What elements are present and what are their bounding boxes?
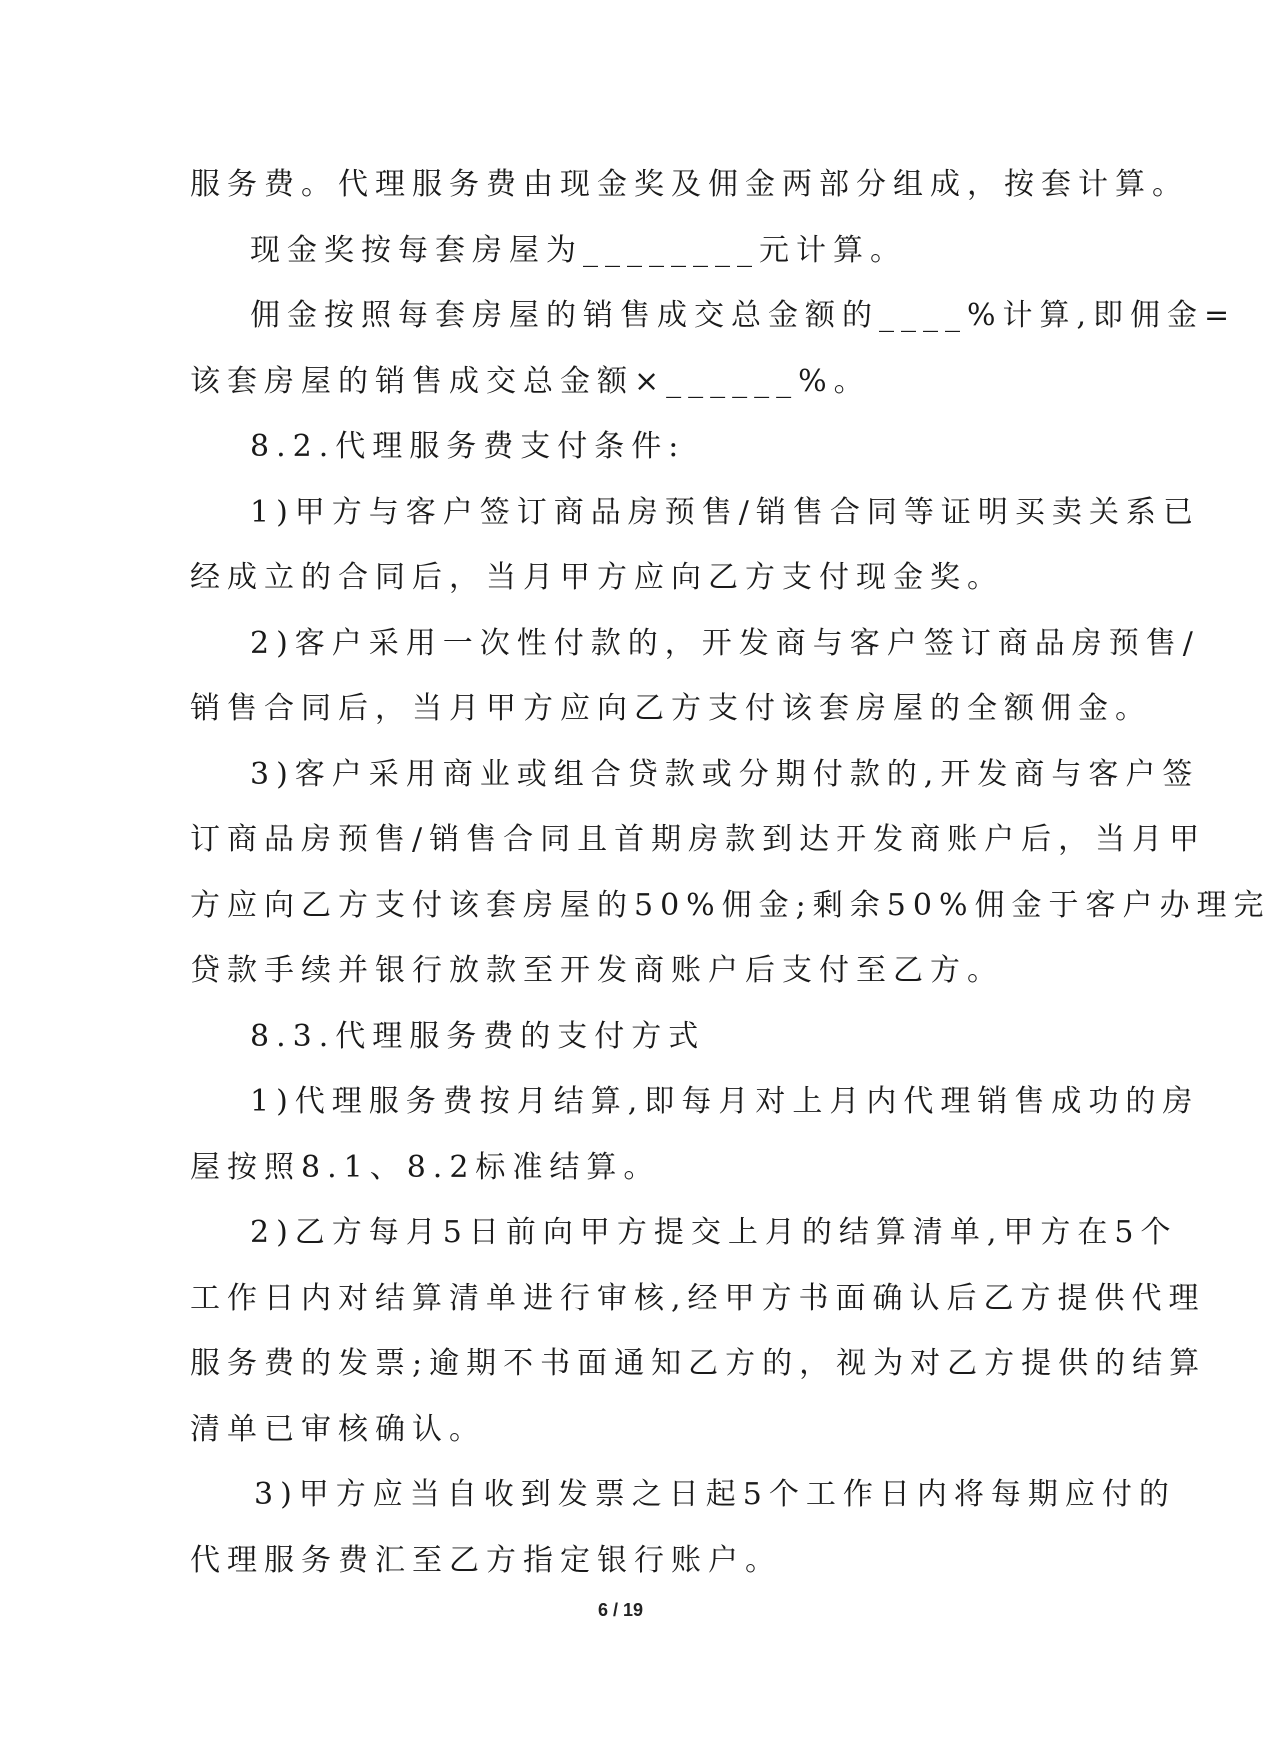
section-heading-8-3: 8.3.代理服务费的支付方式 (250, 1018, 706, 1054)
paragraph-line: 现金奖按每套房屋为________元计算。 (250, 232, 907, 268)
paragraph-line: 经成立的合同后，当月甲方应向乙方支付现金奖。 (190, 560, 1004, 595)
paragraph-line: 1)甲方与客户签订商品房预售/销售合同等证明买卖关系已 (250, 494, 1200, 530)
paragraph-line: 代理服务费汇至乙方指定银行账户。 (190, 1542, 782, 1578)
paragraph-line: 服务费。代理服务费由现金奖及佣金两部分组成，按套计算。 (190, 167, 1189, 202)
paragraph-line: 1)代理服务费按月结算,即每月对上月内代理销售成功的房 (250, 1084, 1200, 1119)
paragraph-line: 佣金按照每套房屋的销售成交总金额的____%计算,即佣金= (250, 298, 1237, 333)
paragraph-line: 订商品房预售/销售合同且首期房款到达开发商账户后，当月甲 (190, 822, 1207, 857)
paragraph-line: 方应向乙方支付该套房屋的50%佣金;剩余50%佣金于客户办理完 (190, 887, 1270, 923)
paragraph-line: 销售合同后，当月甲方应向乙方支付该套房屋的全额佣金。 (190, 691, 1152, 726)
paragraph-line: 2)乙方每月5日前向甲方提交上月的结算清单,甲方在5个 (250, 1215, 1178, 1250)
paragraph-line: 清单已审核确认。 (190, 1411, 486, 1447)
paragraph-line: 3)客户采用商业或组合贷款或分期付款的,开发商与客户签 (250, 756, 1200, 792)
paragraph-line: 屋按照8.1、8.2标准结算。 (190, 1149, 661, 1185)
paragraph-line: 贷款手续并银行放款至开发商账户后支付至乙方。 (190, 953, 1004, 988)
paragraph-line: 服务费的发票;逾期不书面通知乙方的，视为对乙方提供的结算 (190, 1346, 1207, 1381)
section-heading-8-2: 8.2.代理服务费支付条件: (250, 429, 686, 464)
paragraph-line: 工作日内对结算清单进行审核,经甲方书面确认后乙方提供代理 (190, 1280, 1206, 1316)
paragraph-line: 该套房屋的销售成交总金额×______%。 (190, 363, 871, 399)
page-number: 6 / 19 (597, 1600, 644, 1620)
paragraph-line: 2)客户采用一次性付款的，开发商与客户签订商品房预售/ (250, 625, 1200, 661)
paragraph-line: 3)甲方应当自收到发票之日起5个工作日内将每期应付的 (254, 1477, 1176, 1512)
document-body (190, 152, 1270, 1593)
